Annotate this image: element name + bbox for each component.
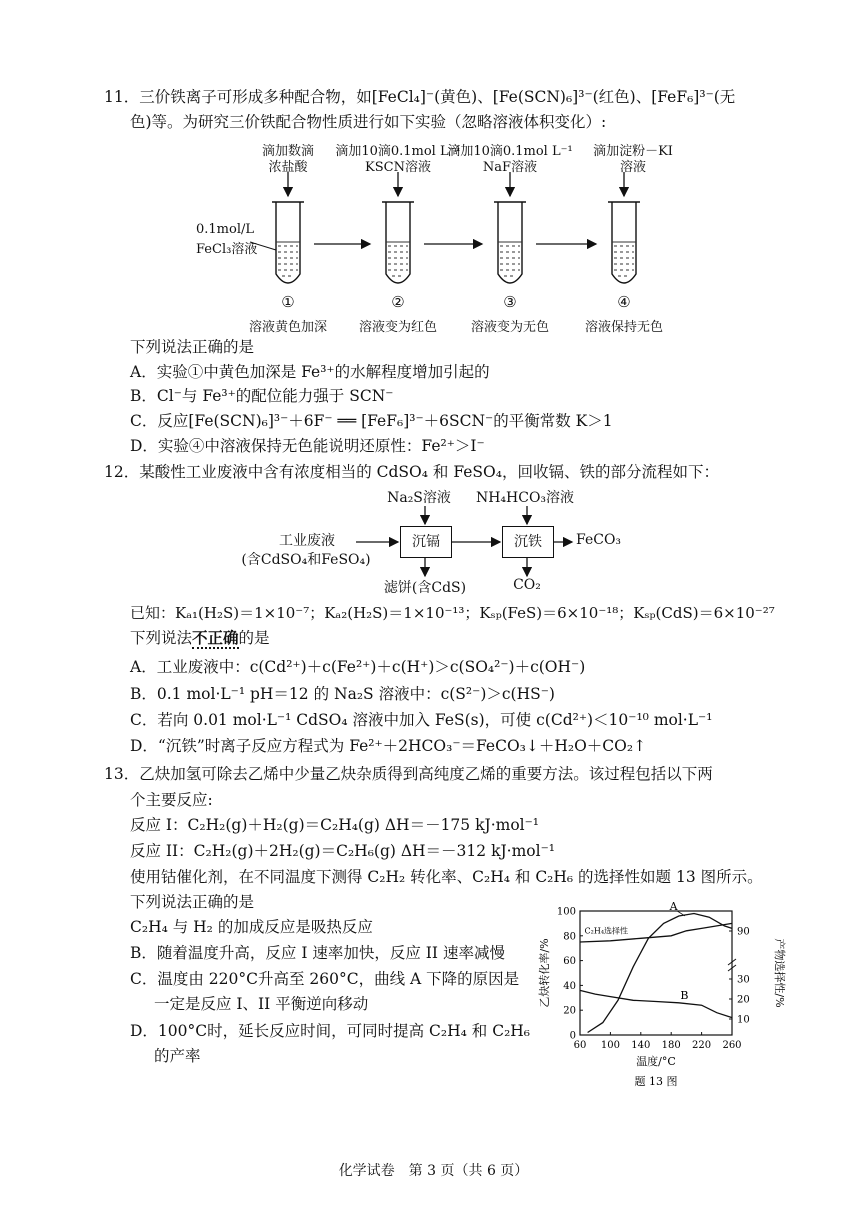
start-solution-line2: FeCl₃溶液 [196,242,258,257]
q12-known-constants: 已知：Kₐ₁(H₂S)＝1×10⁻⁷；Kₐ₂(H₂S)＝1×10⁻¹³；Kₛₚ(FeS)＝6×10⁻¹⁸；Kₛₚ(CdS)＝6×10⁻²⁷ [130,604,775,622]
reagent-3-line1: 滴加10滴0.1mol L⁻¹ [447,144,573,159]
q13-option-d-line2[interactable]: 的产率 [154,1047,201,1065]
test-tubes-svg [0,0,867,330]
x-tick-label: 180 [661,1040,681,1051]
q11-option-c[interactable]: C．反应[Fe(SCN)₆]³⁻＋6F⁻ ══ [FeF₆]³⁻＋6SCN⁻的平衡常数 K＞1 [130,412,613,430]
flow-output-2: CO₂ [513,577,541,593]
x-tick-label: 140 [631,1040,651,1051]
q12-option-d[interactable]: D．“沉铁”时离子反应方程式为 Fe²⁺＋2HCO₃⁻＝FeCO₃↓＋H₂O＋CO₂↑ [130,737,647,755]
reagent-1-line1: 滴加数滴 [261,144,314,159]
q13-option-b[interactable]: B．随着温度升高，反应 I 速率加快，反应 II 速率减慢 [130,944,505,962]
y2-axis-title: 产物选择性/% [773,938,786,1008]
label-curve-a: A [669,899,678,913]
reagent-2-line1: 滴加10滴0.1mol L⁻¹ [335,144,461,159]
flow-product: FeCO₃ [576,532,622,548]
reagent-3-line2: NaF溶液 [482,160,538,175]
y-tick-label: 80 [563,931,576,943]
q12-prompt [130,627,270,649]
q13-option-c-line1[interactable]: C．温度由 220°C升高至 260°C，曲线 A 下降的原因是 [130,970,520,988]
series-line-B [580,990,732,1017]
q12-option-b[interactable]: B．0.1 mol·L⁻¹ pH＝12 的 Na₂S 溶液中：c(S²⁻)＞c(HS⁻) [130,685,555,703]
tube-liquids [276,242,636,276]
q12-option-a[interactable]: A．工业废液中：c(Cd²⁺)＋c(Fe²⁺)＋c(H⁺)＞c(SO₄²⁻)＋c(OH⁻) [130,658,586,676]
y-tick-label: 40 [563,980,576,992]
q12-prompt-post: 的是 [238,629,270,647]
y-tick-label: 60 [563,956,576,968]
tube-number-2: ② [391,293,405,311]
flow-input-2: (含CdSO₄和FeSO₄) [241,552,371,568]
q11-stem-line1: 11．三价铁离子可形成多种配合物，如[FeCl₄]⁻(黄色)、[Fe(SCN)₆]³⁻(红色)、[FeF₆]³⁻(无 [104,88,736,106]
q11-option-a[interactable]: A．实验①中黄色加深是 Fe³⁺的水解程度增加引起的 [130,363,490,381]
q13-reaction-1: 反应 I：C₂H₂(g)＋H₂(g)＝C₂H₄(g) ΔH＝－175 kJ·mol⁻¹ [130,816,540,834]
tube-number-4: ④ [617,293,631,311]
q11-prompt: 下列说法正确的是 [130,338,255,356]
x-axis-title: 温度/°C [636,1055,676,1068]
x-tick-label: 100 [600,1040,620,1051]
q13-chart [530,895,790,1095]
q11-option-b[interactable]: B．Cl⁻与 Fe³⁺的配位能力强于 SCN⁻ [130,387,394,405]
y-tick-label: 20 [563,1005,576,1017]
q12-prompt-pre: 下列说法 [130,629,193,647]
x-tick-label: 60 [573,1040,587,1051]
page-footer: 化学试卷 第 3 页（共 6 页） [338,1163,529,1179]
q12-prompt-emphasis: 不正确 [192,628,239,647]
tube-result-1: 溶液黄色加深 [248,320,327,335]
flow-reagent-2: NH₄HCO₃溶液 [475,490,575,506]
y2-tick-label: 20 [737,994,750,1006]
y2-tick-label: 90 [737,926,750,938]
y2-tick-label: 30 [737,974,750,986]
tube-result-3: 溶液变为无色 [470,320,549,335]
y-tick-label: 0 [569,1030,576,1042]
reagent-4-line1: 滴加淀粉－KI [593,144,673,159]
q13-prompt: 下列说法正确的是 [130,893,255,911]
q12-option-c[interactable]: C．若向 0.01 mol·L⁻¹ CdSO₄ 溶液中加入 FeS(s)，可使 c(Cd²⁺)＜10⁻¹⁰ mol·L⁻¹ [130,711,713,729]
label-curve-b: B [680,989,689,1003]
reagent-1-line2: 浓盐酸 [268,160,308,175]
label-series-c2h4: C₂H₄选择性 [584,926,629,936]
y-tick-label: 100 [556,906,576,918]
flow-input-1: 工业废液 [279,533,335,549]
q11-stem-line2: 色)等。为研究三价铁配合物性质进行如下实验（忽略溶液体积变化）: [130,113,607,131]
box-fe-precipitation: 沉铁 [502,526,554,558]
flow-output-1: 滤饼(含CdS) [383,580,467,596]
x-tick-label: 220 [692,1040,712,1051]
q13-option-a[interactable]: C₂H₄ 与 H₂ 的加成反应是吸热反应 [130,918,373,936]
start-label-pointer [250,242,276,250]
q13-stem-line3: 使用钴催化剂，在不同温度下测得 C₂H₂ 转化率、C₂H₄ 和 C₂H₆ 的选择性如题 13 图所示。 [130,868,763,886]
q13-option-c-line2[interactable]: 一定是反应 I、II 平衡逆向移动 [154,995,369,1013]
q13-stem-line1: 13．乙炔加氢可除去乙烯中少量乙炔杂质得到高纯度乙烯的重要方法。该过程包括以下两 [104,765,713,783]
reagent-arrows [288,172,624,196]
q11-option-d[interactable]: D．实验④中溶液保持无色能说明还原性：Fe²⁺＞I⁻ [130,437,485,455]
tube-number-1: ① [281,293,295,311]
chart-caption: 题 13 图 [634,1075,678,1088]
tube-result-4: 溶液保持无色 [584,320,663,335]
tube-result-2: 溶液变为红色 [358,320,437,335]
flow-reagent-1: Na₂S溶液 [387,490,451,506]
q13-stem-line2: 个主要反应: [130,791,213,809]
y2-tick-label: 10 [737,1014,750,1026]
tube-number-3: ③ [503,293,517,311]
reagent-2-line2: KSCN溶液 [365,160,431,175]
start-solution-line1: 0.1mol/L [196,222,254,237]
y-axis-title: 乙炔转化率/% [538,938,551,1008]
reagent-4-line2: 溶液 [619,160,646,175]
q13-option-d-line1[interactable]: D．100°C时，延长反应时间，可同时提高 C₂H₄ 和 C₂H₆ [130,1022,531,1040]
q13-reaction-2: 反应 II：C₂H₂(g)＋2H₂(g)＝C₂H₆(g) ΔH＝－312 kJ·mol⁻¹ [130,842,555,860]
q12-stem: 12．某酸性工业废液中含有浓度相当的 CdSO₄ 和 FeSO₄，回收镉、铁的部分流程如下： [104,463,719,481]
x-tick-label: 260 [722,1040,742,1051]
box-cd-precipitation: 沉镉 [400,526,452,558]
flow-arrows-svg [0,480,867,590]
